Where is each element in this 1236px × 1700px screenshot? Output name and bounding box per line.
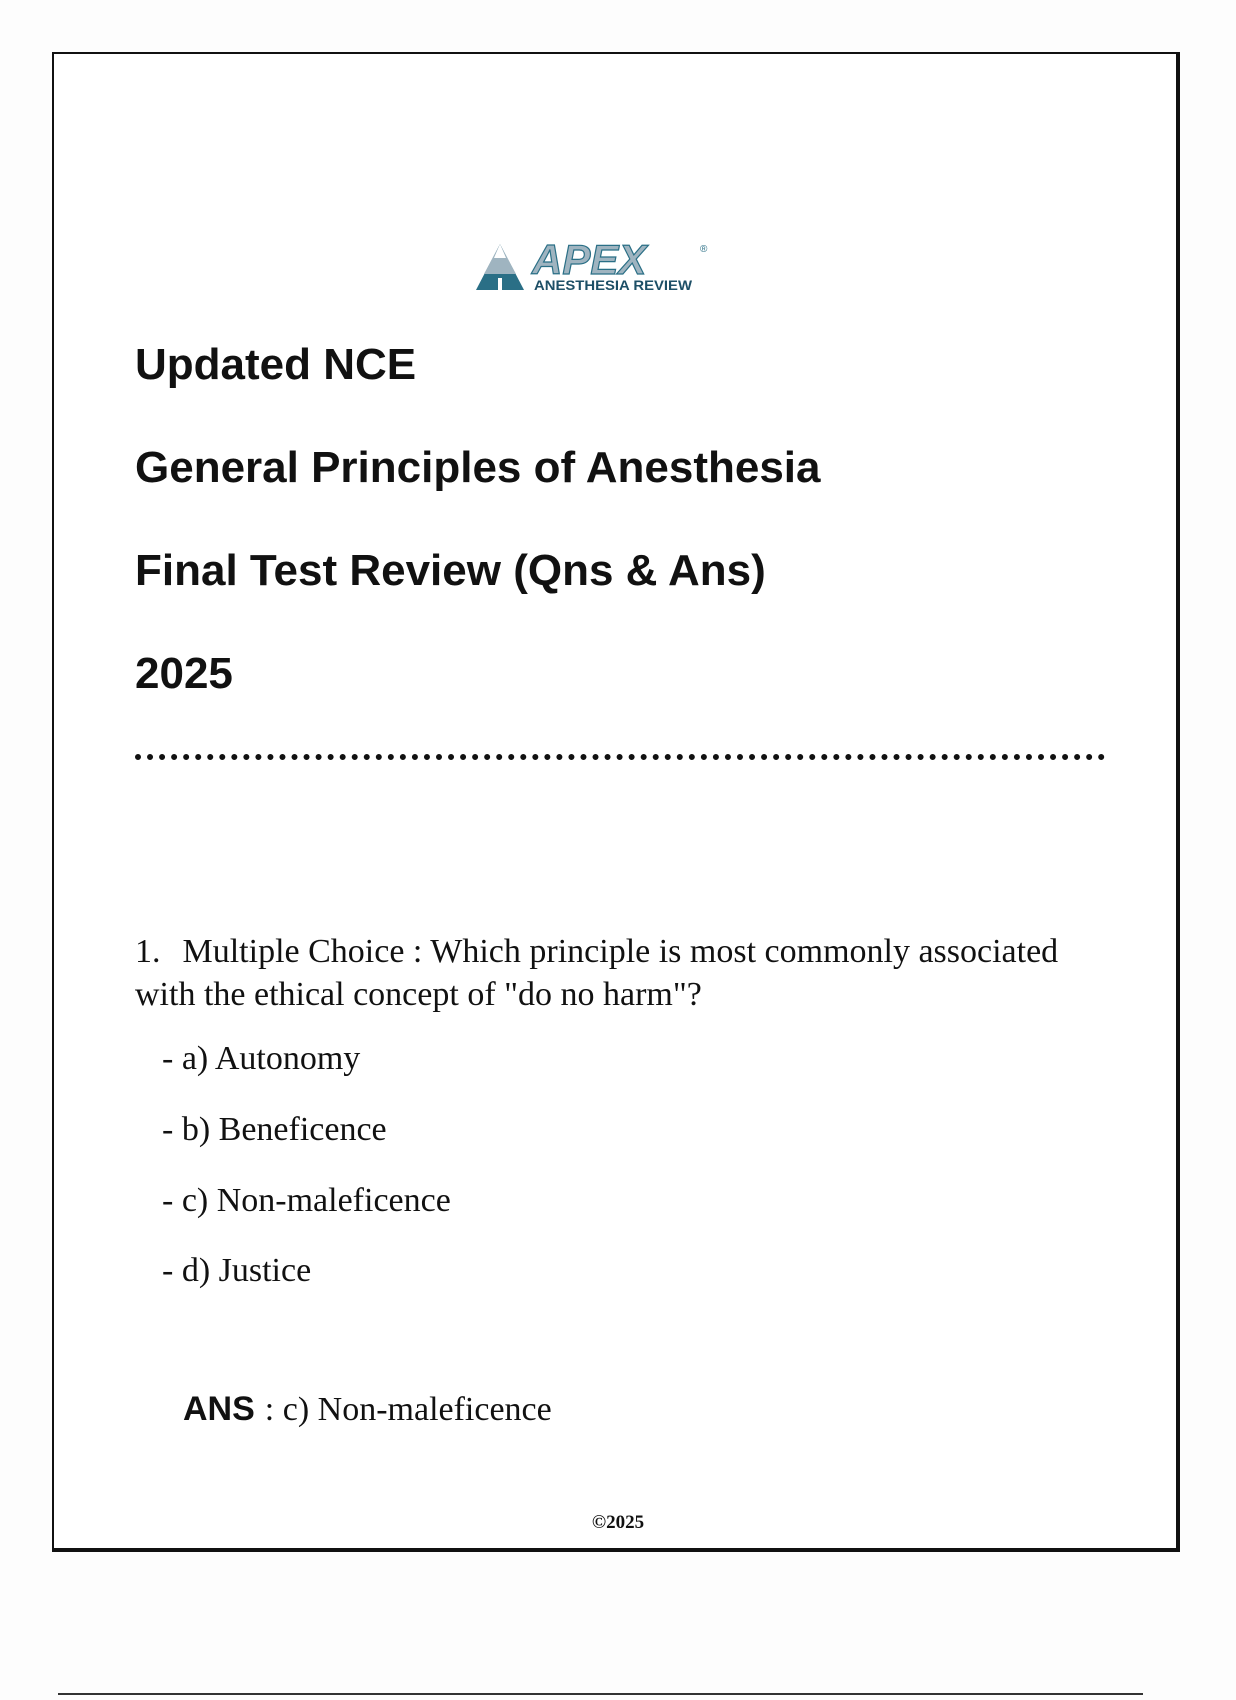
copyright-notice: ©2025: [591, 1512, 645, 1533]
heading-review-type: Final Test Review (Qns & Ans): [135, 546, 766, 595]
next-page-edge: [58, 1693, 1143, 1695]
question-number: 1.: [135, 933, 161, 970]
answer-line: [183, 1390, 552, 1429]
option-b: - b) Beneficence: [162, 1111, 387, 1148]
dotted-divider: [135, 754, 1105, 760]
logo-tagline: ANESTHESIA REVIEW: [534, 277, 693, 293]
question-text: : Which principle is most commonly associated with the ethical concept of "do no harm"?: [135, 933, 1059, 1013]
mountain-icon: [476, 244, 524, 290]
apex-logo: [476, 238, 706, 294]
question-1: [135, 930, 1075, 1016]
logo-brand: APEX: [532, 236, 647, 283]
question-type: Multiple Choice: [182, 933, 405, 970]
answer-label: ANS: [183, 1390, 255, 1428]
heading-updated-nce: Updated NCE: [135, 340, 417, 389]
option-d: - d) Justice: [162, 1252, 312, 1289]
option-a: - a) Autonomy: [162, 1040, 361, 1077]
option-c: - c) Non-maleficence: [162, 1182, 451, 1219]
heading-year: 2025: [135, 649, 233, 698]
logo-registered-mark: ®: [700, 244, 708, 255]
answer-text: : c) Non-maleficence: [264, 1391, 552, 1428]
heading-subject: General Principles of Anesthesia: [135, 443, 821, 492]
